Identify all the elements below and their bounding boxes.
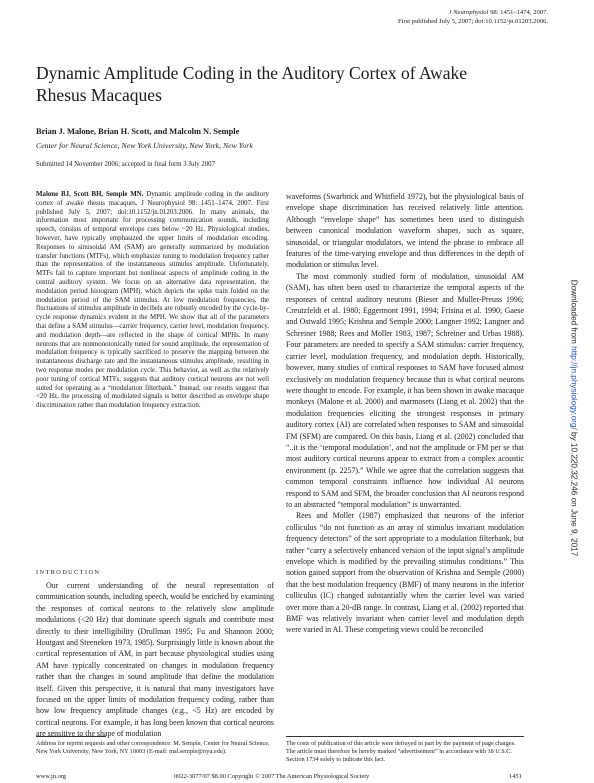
section-heading-introduction: INTRODUCTION	[36, 569, 101, 576]
copyright-line: 0022-3077/07 $8.00 Copyright © 2007 The American Physiological Society	[174, 773, 370, 780]
body-paragraph: Rees and Moller (1987) emphasized that neurons of the inferior colliculus “do not function as an array of stimulus invariant modulation frequency detectors” of the sort appropriate to a modulation filterbank, but rather “carry a selectively enhanced version of the input signal’s amplitude envelope which is modified by the prevailing stimulus conditions.” This notion gained support from the observation of Krishna and Semple (2000) that the best modulation frequency (BMF) of many neurons in the inferior colliculus (IC) changed substantially when the carrier level was varied over more than a 20-dB range. In contrast, Liang et al. (2002) reported that BMF was relatively invariant when carrier level and modulation depth were varied in AI. These competing views could be reconciled	[286, 511, 524, 635]
journal-name: J Neurophysiol	[448, 9, 489, 16]
affiliation: Center for Neural Science, New York University, New York, New York	[36, 141, 253, 150]
submission-dates: Submitted 14 November 2006; accepted in final form 3 July 2007	[36, 161, 215, 168]
abstract	[36, 191, 269, 411]
abstract-lead: Malone BJ, Scott BH, Semple MN.	[36, 191, 144, 198]
introduction-column	[36, 580, 274, 740]
download-prefix: Downloaded from	[569, 279, 579, 347]
right-column	[286, 191, 524, 636]
citation-line: 98: 1451–1474, 2007.	[490, 9, 548, 16]
journal-citation-header	[398, 8, 548, 26]
correspondence-footnote: Address for reprint requests and other correspondence: M. Semple, Center for Neural Science, New York University, New York, NY 10003 (E-mail: mal.semple@nyu.edu).	[36, 740, 270, 756]
body-paragraph: waveforms (Swarbrick and Whitfield 1972), but the physiological basis of envelope shape discrimination has received relatively little attention. Although “envelope shape” has sometimes been used to distinguish between canonical modulation waveform shapes, such as square, sinusoidal, or triangular modulators, we intend the phrase to embrace all features of the time-varying envelope and thus differences in the depth of modulation or stimulus level.	[286, 192, 524, 270]
footnote-divider	[286, 736, 524, 737]
download-suffix: by 10.220.32.246 on June 9, 2017	[569, 429, 579, 557]
abstract-text: Dynamic amplitude coding in the auditory cortex of awake rhesus macaques. J Neurophysiol 98: 1451–1474, 2007. First published July 5, 2007; doi:10.1152/jn.01203.2006. In many animals, the information most important for processing communication sounds, including speech, consists of temporal envelope cues below ~20 Hz. Physiological studies, however, have typically emphasized the upper limits of modulation encoding. Responses to sinusoidal AM (SAM) are generally summarized by modulation transfer functions (MTFs), which emphasize tuning to modulation frequency rather than the representation of the instantaneous stimulus amplitude. Unfortunately, MTFs fail to capture important but nonlinear aspects of amplitude coding in the central auditory system. We focus on an alternative data representation, the modulation period histogram (MPH), which depicts the spike train folded on the modulation period of the SAM stimulus. At low modulation frequencies, the fluctuations of stimulus amplitude in decibels are robustly encoded by the cycle-by-cycle response dynamics evident in the MPH. We show that all of the parameters that define a SAM stimulus—carrier frequency, carrier level, modulation frequency, and modulation depth—are reflected in the shape of cortical MPHs. In many neurons that are nonmonotonically tuned for sound amplitude, the representation of modulation frequency is typically sacrificed to preserve the mapping between the instantaneous discharge rate and the instantaneous stimulus amplitude, resulting in two response modes per modulation cycle. This behavior, as well as the relatively poor tuning of cortical MTFs, suggests that auditory cortical neurons are not well suited for operating as a “modulation filterbank.” Instead, our results suggest that <20 Hz, the processing of modulated signals is better described as envelope shape discrimination rather than modulation frequency extraction.	[36, 191, 269, 410]
publication-cost-footnote: The costs of publication of this article were defrayed in part by the payment of page charges. The article must therefore be hereby marked “advertisement” in accordance with 18 U.S.C. Section 1734 solely to indicate this fact.	[286, 740, 516, 764]
body-paragraph: Our current understanding of the neural representation of communication sounds, including speech, would be enriched by examining the responses of cortical neurons to the relatively slow amplitude modulations (<20 Hz) that dominate speech signals and contribute most directly to their intelligibility (Drullman 1995; Fu and Shannon 2000; Houtgast and Steeneken 1973, 1985). Surprisingly little is known about the cortical representation of AM, in part because physiological studies using AM have typically concentrated on changes in modulation frequency rather than the changes in sound amplitude that define the modulation itself. Given this perspective, it is natural that many investigators have focused on the upper limits of modulation frequency coding, rather than how low frequency amplitude changes (e.g., <5 Hz) are encoded by cortical neurons. For example, it has long been known that cortical neurons are sensitive to the shape of modulation	[36, 581, 274, 739]
author-list: Brian J. Malone, Brian H. Scott, and Malcolm N. Semple	[36, 127, 240, 136]
download-link[interactable]: http://jn.physiology.org/	[569, 346, 579, 430]
download-watermark	[570, 158, 579, 678]
article-title: Dynamic Amplitude Coding in the Auditory Cortex of Awake Rhesus Macaques	[36, 63, 467, 105]
footnote-divider	[36, 736, 106, 737]
journal-website[interactable]: www.jn.org	[36, 773, 66, 780]
published-line: First published July 5, 2007; doi:10.1152/jn.01203.2006.	[398, 18, 548, 25]
body-paragraph: The most commonly studied form of modulation, sinusoidal AM (SAM), has often been used to characterize the temporal aspects of the responses of central auditory neurons (Bieser and Muller-Preuss 1996; Creutzfeldt et al. 1980; Eggermont 1991, 1994; Frisina et al. 1990; Gaese and Ostwald 1995; Krishna and Semple 2000; Langner 1992; Langner and Schreiner 1988; Rees and Moller 1983, 1987; Schreiner and Urbas 1988). Four parameters are needed to specify a SAM stimulus: carrier frequency, carrier level, modulation frequency, and modulation depth. Historically, however, many studies of cortical responses to SAM have focused almost exclusively on modulation frequency because that is what cortical neurons were thought to encode. For example, it has been shown in awake macaque monkeys (Malone et al. 2000) and marmosets (Liang et al. 2002) that the modulation frequencies eliciting the strongest responses in primary auditory cortex (AI) are correlated when responses to SAM and sinusoidal FM (SFM) are compared. On this basis, Liang et al. (2002) concluded that “..it is the ‘temporal modulation’, and not the amplitude or FM per se that most auditory cortical neurons appear to extract from a complex acoustic environment (p. 2257).” While we agree that the correlation suggests that common temporal constraints influence how individual AI neurons respond to SAM and SFM, the broader conclusion that AI neurons respond to an abstracted “temporal modulation” is unwarranted.	[286, 271, 524, 509]
page-number: 1451	[509, 773, 522, 780]
